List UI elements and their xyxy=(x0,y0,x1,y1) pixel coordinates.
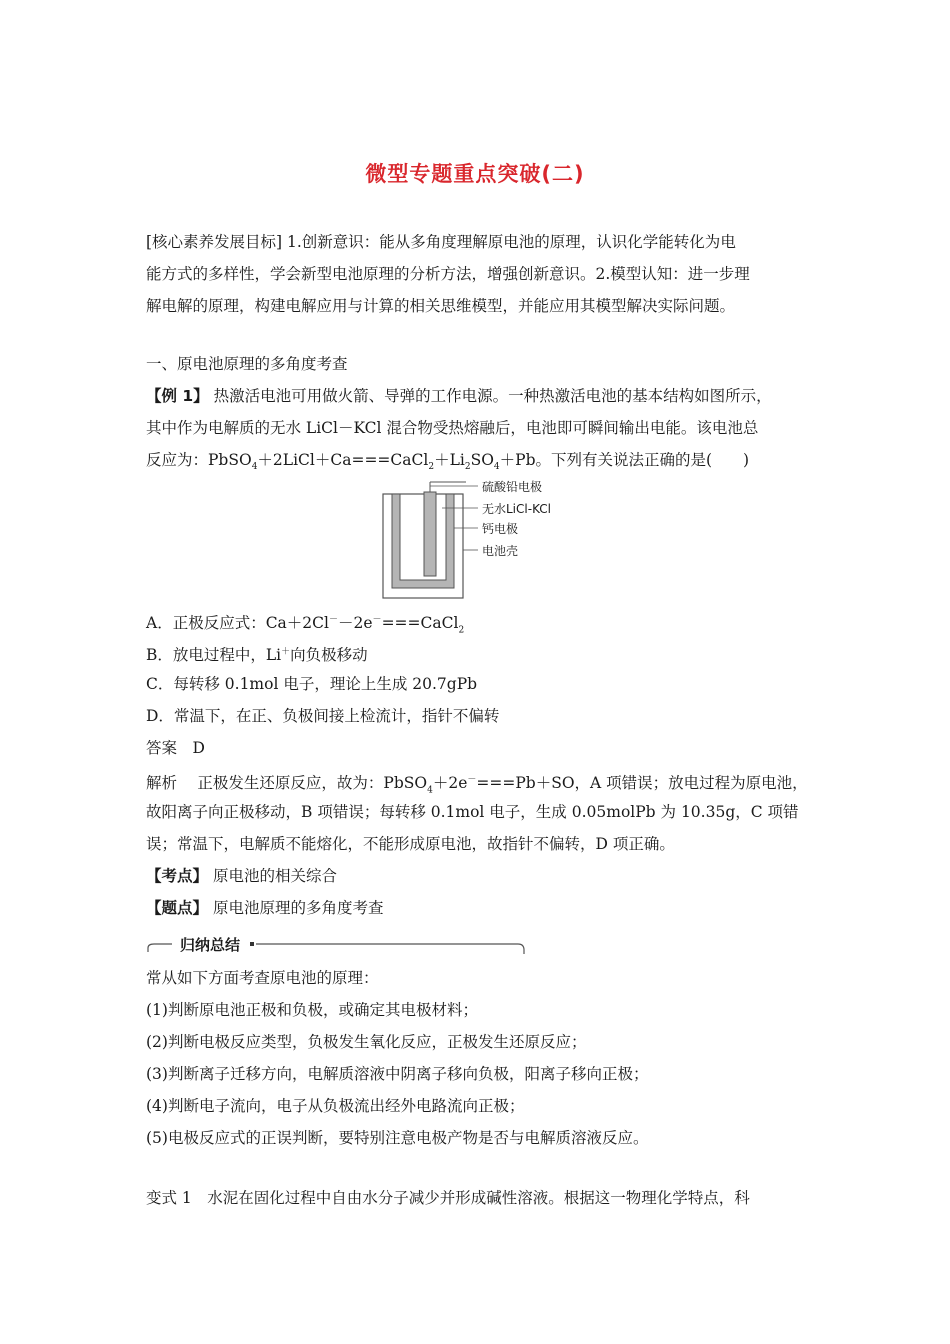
option-a: A．正极反应式：Ca＋2Cl－－2e－===CaCl$_2$ xyxy=(146,614,465,636)
tidian-text: 原电池原理的多角度考查 xyxy=(212,899,384,917)
example-label: 【例 1】 xyxy=(146,387,209,405)
example-line-1 xyxy=(146,386,772,406)
example-line-3: 反应为：$PbSO_4+2LiCl+Ca===CaCl_2+Li_2SO_4+Pb$。下列有关说法正确的是( ) xyxy=(146,451,750,473)
kaodian-text: 原电池的相关综合 xyxy=(212,867,337,885)
variant-line: 变式 1 水泥在固化过程中自由水分子减少并形成碱性溶液。根据这一物理化学特点，科 xyxy=(146,1189,750,1207)
label-licl-kcl: 无水LiCl-KCl xyxy=(482,502,551,516)
battery-structure-figure xyxy=(380,478,590,600)
page-title: 微型专题重点突破(二) xyxy=(365,162,585,186)
lead-sulfate-electrode xyxy=(424,492,436,576)
goals-line-1: [核心素养发展目标] 1.创新意识：能从多角度理解原电池的原理，认识化学能转化为电 xyxy=(146,233,736,251)
answer: 答案 D xyxy=(146,739,205,757)
summary-intro: 常从如下方面考查原电池的原理： xyxy=(146,969,379,987)
summary-item: (2)判断电极反应类型，负极发生氧化反应，正极发生还原反应； xyxy=(146,1033,587,1051)
goals-line-3: 解电解的原理，构建电解应用与计算的相关思维模型，并能应用其模型解决实际问题。 xyxy=(146,297,736,315)
section-heading: 一、原电池原理的多角度考查 xyxy=(146,355,348,373)
option-d: D．常温下，在正、负极间接上检流计，指针不偏转 xyxy=(146,707,500,725)
summary-item: (3)判断离子迁移方向，电解质溶液中阴离子移向负极，阳离子移向正极； xyxy=(146,1065,649,1083)
label-battery-shell: 电池壳 xyxy=(482,544,519,558)
label-lead-sulfate-electrode: 硫酸铅电极 xyxy=(482,480,543,494)
summary-title: 归纳总结 xyxy=(176,934,244,955)
example-text-1: 热激活电池可用做火箭、导弹的工作电源。一种热激活电池的基本结构如图所示， xyxy=(213,387,772,405)
battery-diagram xyxy=(380,478,590,600)
analysis-line-2: 故阳离子向正极移动，B 项错误；每转移 0.1mol 电子，生成 0.05molPb 为 10.35g，C 项错 xyxy=(146,803,799,821)
example-line-2: 其中作为电解质的无水 LiCl－KCl 混合物受热熔融后，电池即可瞬间输出电能。该电池总 xyxy=(146,419,759,437)
summary-item: (1)判断原电池正极和负极，或确定其电极材料； xyxy=(146,1001,478,1019)
tidian-label: 【题点】 xyxy=(146,899,209,917)
kaodian xyxy=(146,866,337,886)
summary-header xyxy=(146,934,526,958)
summary-item: (5)电极反应式的正误判断，要特别注意电极产物是否与电解质溶液反应。 xyxy=(146,1129,649,1147)
label-calcium-electrode: 钙电极 xyxy=(482,522,519,536)
kaodian-label: 【考点】 xyxy=(146,867,209,885)
tidian xyxy=(146,898,383,918)
analysis-line-1: 解析 正极发生还原反应，故为：PbSO$_4$＋2e－===Pb＋SO，A 项错误；放电过程为原电池， xyxy=(146,774,808,796)
option-c: C．每转移 0.1mol 电子，理论上生成 20.7gPb xyxy=(146,675,478,693)
analysis-line-3: 误；常温下，电解质不能熔化，不能形成原电池，故指针不偏转，D 项正确。 xyxy=(146,835,675,853)
goals-line-2: 能方式的多样性，学会新型电池原理的分析方法，增强创新意识。2.模型认知：进一步理 xyxy=(146,265,750,283)
option-b: B．放电过程中，Li＋向负极移动 xyxy=(146,646,368,665)
summary-item: (4)判断电子流向，电子从负极流出经外电路流向正极； xyxy=(146,1097,525,1115)
